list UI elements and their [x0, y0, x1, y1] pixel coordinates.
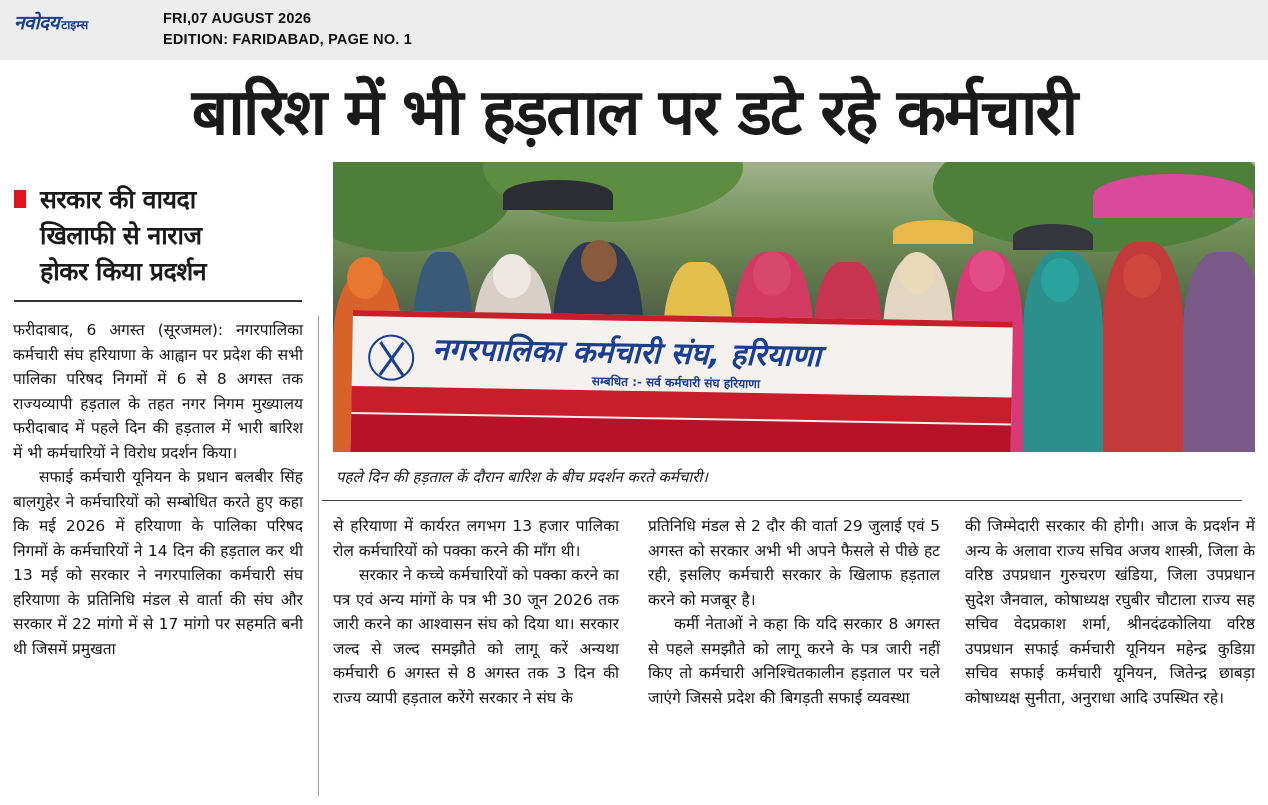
paragraph: की जिम्मेदारी सरकार की होगी। आज के प्रदर्शन में अन्य के अलावा राज्य सचिव अजय शास्त्री, जिला के वरिष्ठ उपप्रधान गुरुचरण खंडिया, जिला उपप्रधान सुदेश जैनवाल, कोषाध्यक्ष रघुबीर चौटाला राज्य सह सचिव वेदप्रकाश शर्मा, श्रीनदंढकोलिया वरिष्ठ उपप्रधान सफाई कर्मचारी यूनियन महेन्द्र कुडिय़ा सचिव सफाई कर्मचारी यूनियन, जितेन्द्र छाबड़ा कोषाध्यक्ष सुनीता, अनुराधा आदि उपस्थित रहे। [965, 517, 1255, 707]
divider [322, 500, 1242, 501]
article-column-3 [648, 514, 940, 710]
sub-headline-line: खिलाफी से नाराज [40, 221, 202, 250]
paragraph: फरीदाबाद, 6 अगस्त (सूरजमल): नगरपालिका कर्मचारी संघ हरियाणा के आह्वान पर प्रदेश की सभी पालिका परिषद निगमों में 6 से 8 अगस्त तक राज्यव्यापी हड़ताल के तहत नगर निगम मुख्यालय फरीदाबाद में पहले दिन की हड़ताल में भारी बारिश में भी कर्मचारियों ने विरोध प्रदर्शन किया। [13, 321, 303, 462]
paragraph: सफाई कर्मचारी यूनियन के प्रधान बलबीर सिंह बालगुहेर ने कर्मचारियों को सम्बोधित करते हुए कहा कि मई 2026 में हरियाणा के पालिका परिषद निगमों के कर्मचारियों ने 14 दिन की हड़ताल कर थी 13 मई को सरकार ने नगरपालिका कर्मचारी संघ हरियाणा के प्रतिनिधि मंडल से वार्ता की संघ और सरकार में 22 मांगो में से 17 मांगो पर सहमति बनी थी जिसमें प्रमुखता [13, 468, 303, 658]
paragraph: प्रतिनिधि मंडल से 2 दौर की वार्ता 29 जुलाई एवं 5 अगस्त को सरकार अभी भी अपने फैसले से पीछे हट रही, इसलिए कर्मचारी सरकार के खिलाफ हड़ताल करने को मजबूर है। [648, 517, 940, 609]
protest-photo [333, 162, 1255, 452]
divider [14, 300, 302, 302]
paragraph: सरकार ने कच्चे कर्मचारियों को पक्का करने का पत्र एवं अन्य मांगों के पत्र भी 30 जून 2026 तक जारी करने का आश्वासन संघ को दिया था। सरकार जल्द से जल्द समझौते को लागू करें अन्यथा कर्मचारी 6 अगस्त से 8 अगस्त तक 3 दिन की राज्य व्यापी हड़ताल करेंगे सरकार ने संघ के [333, 566, 619, 707]
article-column-4 [965, 514, 1255, 710]
newspaper-logo[interactable] [14, 12, 88, 34]
logo-sub-text: टाइम्स [61, 18, 89, 32]
red-marker-icon [14, 190, 26, 208]
protest-banner [351, 310, 1013, 452]
column-divider [318, 316, 319, 796]
sub-headline [14, 182, 306, 290]
logo-main-text: नवोदय [14, 12, 60, 34]
masthead-bar [0, 0, 1268, 60]
article-headline: बारिश में भी हड़ताल पर डटे रहे कर्मचारी [191, 76, 1077, 150]
sub-headline-line: सरकार की वायदा [40, 185, 196, 214]
photo-caption: पहले दिन की हड़ताल कें दौरान बारिश के बीच प्रदर्शन करते कर्मचारी। [336, 468, 708, 486]
article-column-2 [333, 514, 619, 710]
broom-emblem-icon [368, 334, 415, 381]
article-column-1 [13, 318, 303, 661]
edition-info [163, 9, 412, 51]
banner-affiliation: सम्बधित :- सर्व कर्मचारी संघ हरियाणा [591, 374, 761, 392]
sub-headline-line: होकर किया प्रदर्शन [40, 257, 207, 286]
paragraph: कर्मी नेताओं ने कहा कि यदि सरकार 8 अगस्त से पहले समझौते को लागू करने के पत्र जारी नहीं किए तो कर्मचारी अनिश्चितकालीन हड़ताल पर चले जाएंगे जिससे प्रदेश की बिगड़ती सफाई व्यवस्था [648, 615, 940, 707]
paragraph: से हरियाणा में कार्यरत लगभग 13 हजार पालिका रोल कर्मचारियों को पक्का करने की माँग थी। [333, 517, 619, 560]
banner-title: नगरपालिका कर्मचारी संघ, हरियाणा [432, 332, 822, 375]
date-line: FRI,07 AUGUST 2026 [163, 11, 312, 27]
edition-line: EDITION: FARIDABAD, PAGE NO. 1 [163, 32, 413, 48]
